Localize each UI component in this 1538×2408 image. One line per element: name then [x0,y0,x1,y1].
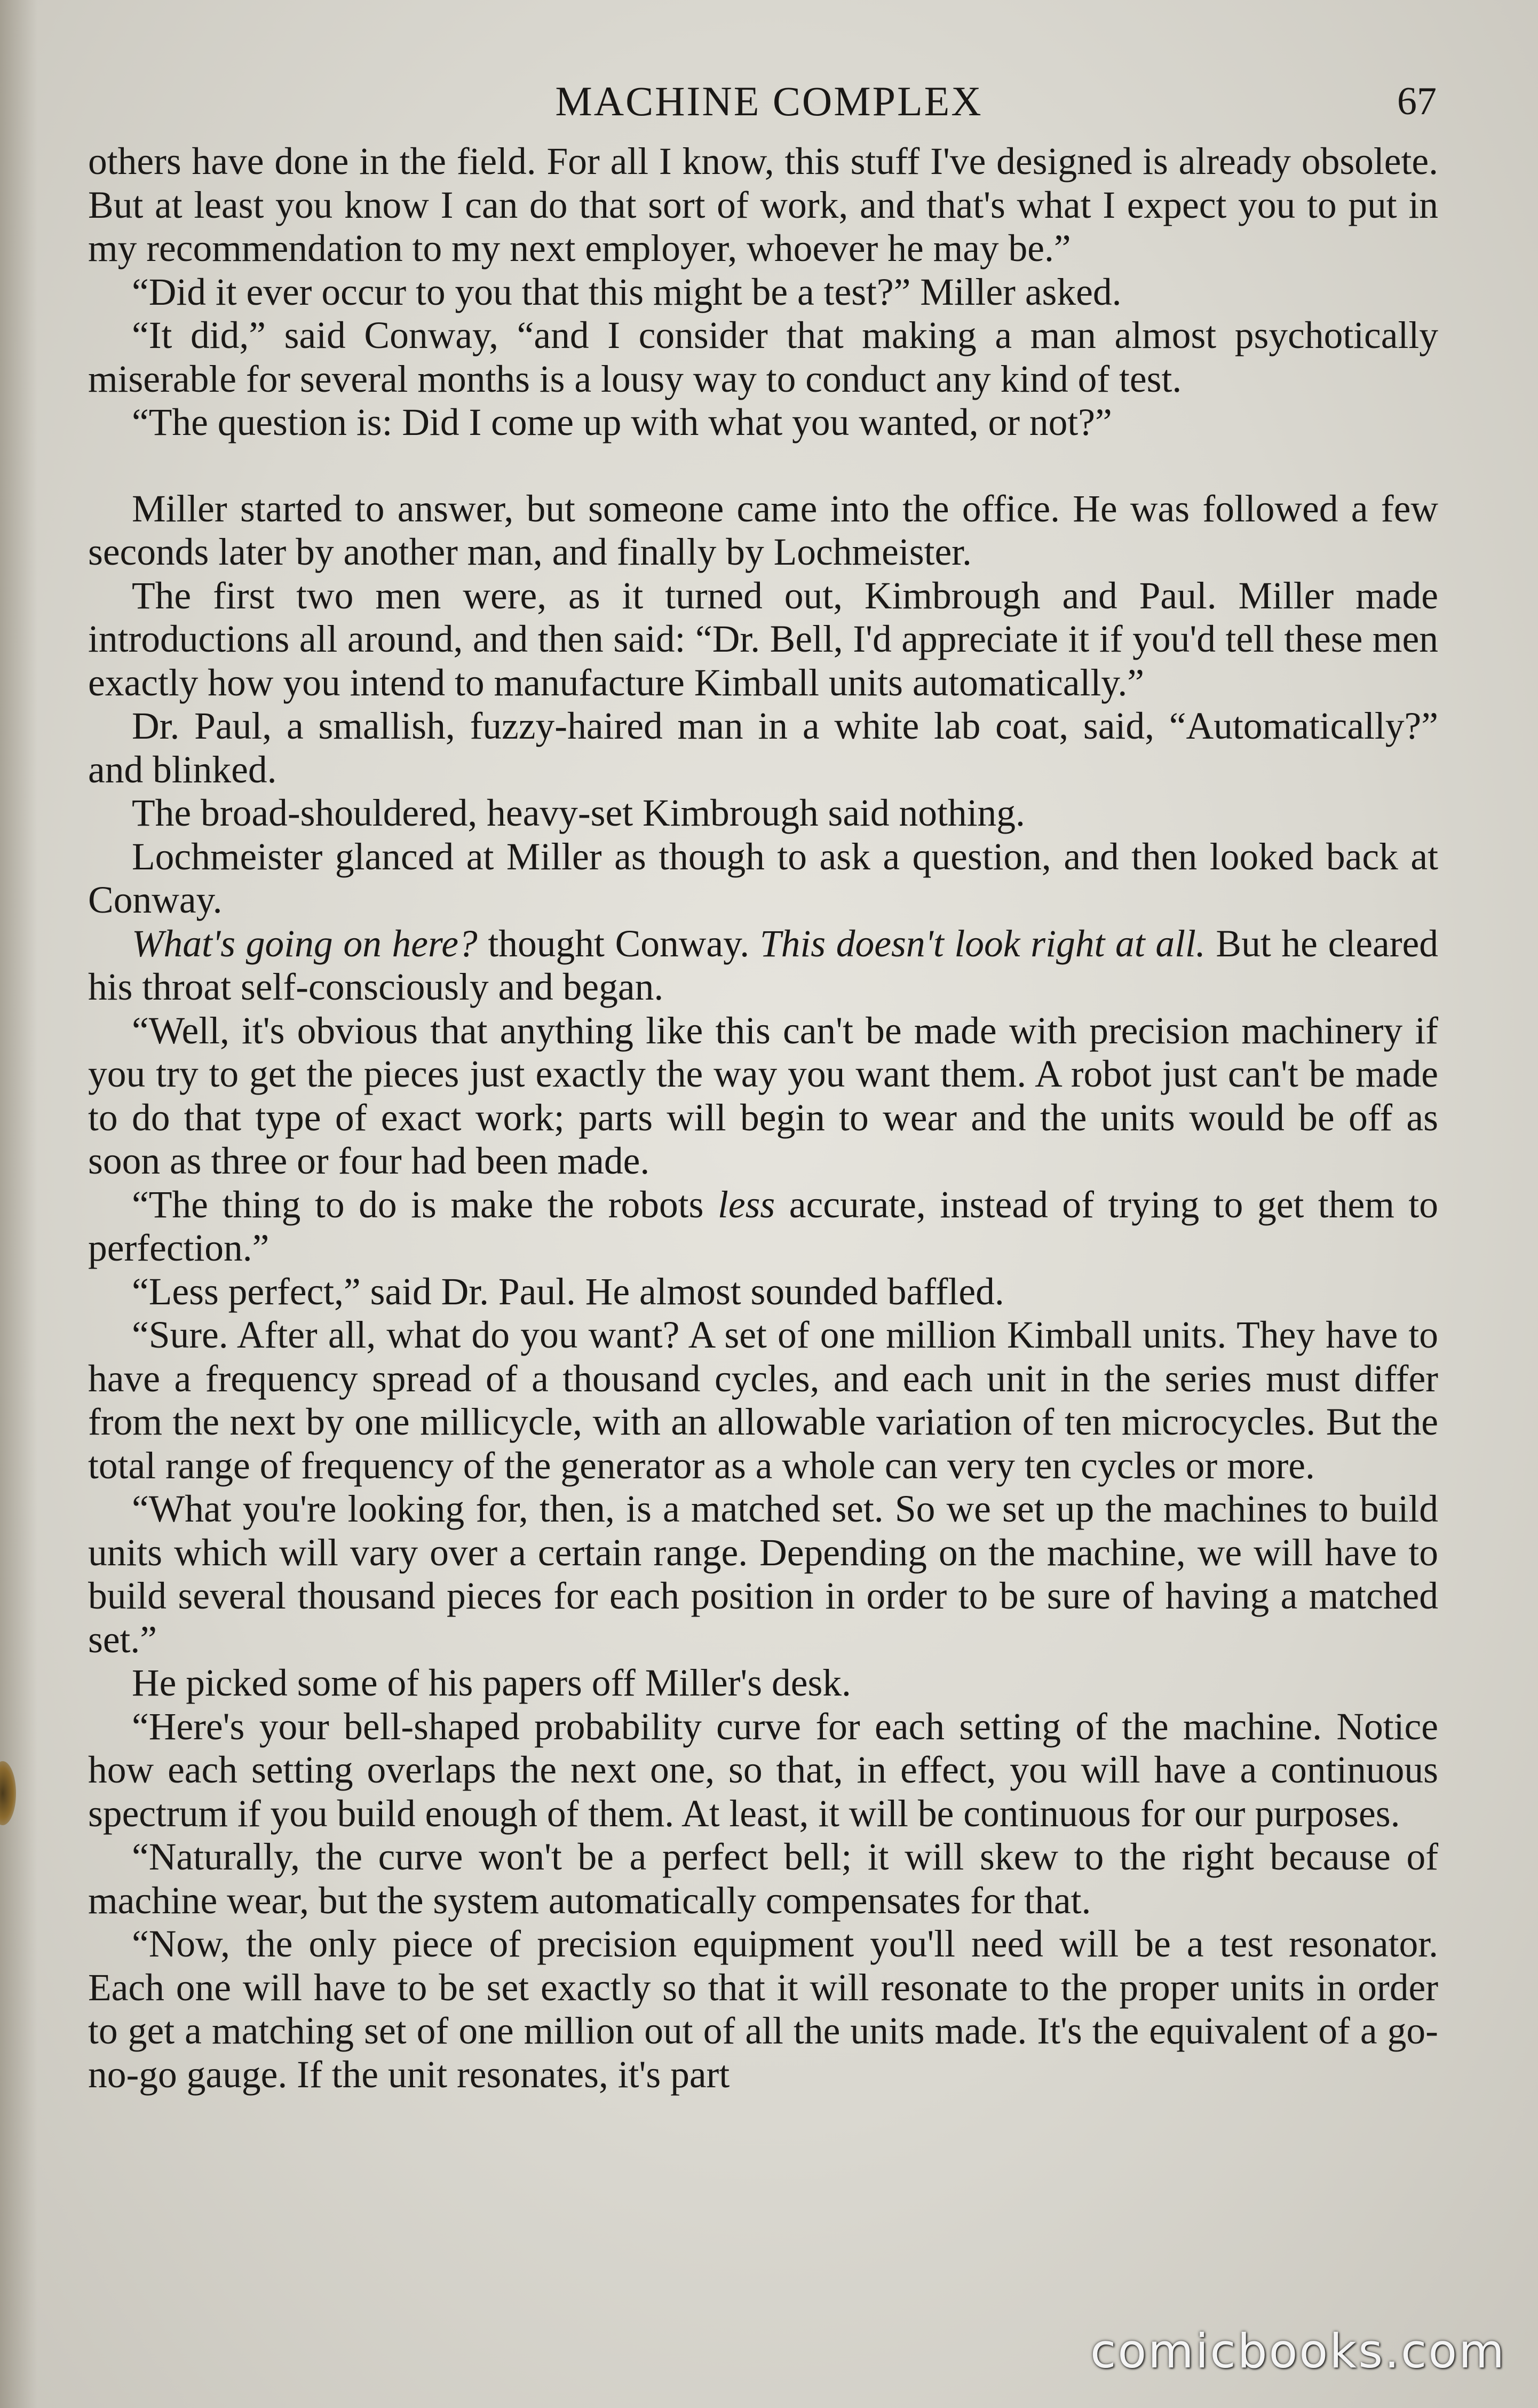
watermark: comicbooks.com [1090,2324,1506,2379]
text-run: “Less perfect,” said Dr. Paul. He almost sounded baffled. [132,1270,1004,1313]
text-run: The first two men were, as it turned out, Kimbrough and Paul. Miller made introductions all around, and then said: “Dr. Bell, I'd appreciate it if you'd tell these men exactly how you intend to manufacture Kimball units automatically.” [88,574,1438,704]
text-run: The broad-shouldered, heavy-set Kimbrough said nothing. [132,792,1025,834]
text-run: “Naturally, the curve won't be a perfect bell; it will skew to the right because of machine wear, but the system automatically compensates for that. [88,1836,1438,1922]
text-run: “Did it ever occur to you that this might be a test?” Miller asked. [132,271,1122,313]
body-text [88,140,1438,2096]
text-run: “What you're looking for, then, is a matched set. So we set up the machines to build units which will vary over a certain range. Depending on the machine, we will have to build several thousand pieces for each position in order to be sure of having a matched set.” [88,1488,1438,1661]
text-run: Dr. Paul, a smallish, fuzzy-haired man in a white lab coat, said, “Automatically?” and blinked. [88,705,1438,791]
text-run: “Now, the only piece of precision equipment you'll need will be a test resonator. Each one will have to be set exactly so that it will resonate to the proper units in order to get a matching set of one million out of all the units made. It's the equivalent of a go-no-go gauge. If the unit resonates, it's part [88,1923,1438,2096]
italic-text: What's going on here? [132,922,478,965]
page-number: 67 [1397,80,1437,123]
paragraph [88,1705,1438,1836]
running-title: MACHINE COMPLEX [555,78,983,124]
paragraph [88,401,1438,445]
paragraph [88,1183,1438,1270]
paragraph [88,835,1438,922]
running-head [0,72,1538,131]
paragraph [88,487,1438,574]
paragraph [88,1009,1438,1183]
text-run: He picked some of his papers off Miller's desk. [132,1662,851,1704]
text-run: thought Conway. [477,922,760,965]
text-run: “Well, it's obvious that anything like this can't be made with precision machinery if you try to get the pieces just exactly the way you want them. A robot just can't be made to do that type of exact work; parts will begin to wear and the units would be off as soon as three or four had been made. [88,1009,1438,1182]
text-run: others have done in the field. For all I know, this stuff I've designed is already obsolete. But at least you know I can do that sort of work, and that's what I expect you to put in my recommendation to my next employer, whoever he may be.” [88,140,1438,270]
paragraph [88,1661,1438,1705]
italic-text: This doesn't look right at all. [759,922,1206,965]
paragraph [88,574,1438,705]
paragraph [88,1270,1438,1314]
paragraph [88,1835,1438,1922]
text-run: “The question is: Did I come up with what you wanted, or not?” [132,401,1112,443]
italic-text: less [717,1183,775,1226]
paragraph [88,140,1438,271]
text-run: accurate, instead of trying to get them to perfection.” [88,1183,1438,1269]
text-run: Miller started to answer, but someone came into the office. He was followed a few seconds later by another man, and finally by Lochmeister. [88,487,1438,573]
paragraph [88,922,1438,1009]
text-run: But he cleared his throat self-consciously and began. [88,922,1438,1008]
text-run: Lochmeister glanced at Miller as though to ask a question, and then looked back at Conway. [88,835,1438,921]
paragraph [88,704,1438,791]
paragraph [88,1487,1438,1661]
page-gutter-shadow [0,0,37,2408]
paragraph [88,791,1438,835]
paragraph [88,1922,1438,2096]
text-run: “The thing to do is make the robots [132,1183,718,1226]
paragraph [88,271,1438,314]
text-run: “It did,” said Conway, “and I consider that making a man almost psychotically miserable for several months is a lousy way to conduct any kind of test. [88,314,1438,400]
paragraph [88,1313,1438,1487]
text-run: “Sure. After all, what do you want? A set of one million Kimball units. They have to have a frequency spread of a thousand cycles, and each unit in the series must differ from the next by one millicycle, with an allowable variation of ten microcycles. But the total range of frequency of the generator as a whole can very ten cycles or more. [88,1314,1438,1487]
paragraph [88,314,1438,401]
text-run: “Here's your bell-shaped probability curve for each setting of the machine. Notice how each setting overlaps the next one, so that, in effect, you will have a continuous spectrum if you build enough of them. At least, it will be continuous for our purposes. [88,1705,1438,1835]
